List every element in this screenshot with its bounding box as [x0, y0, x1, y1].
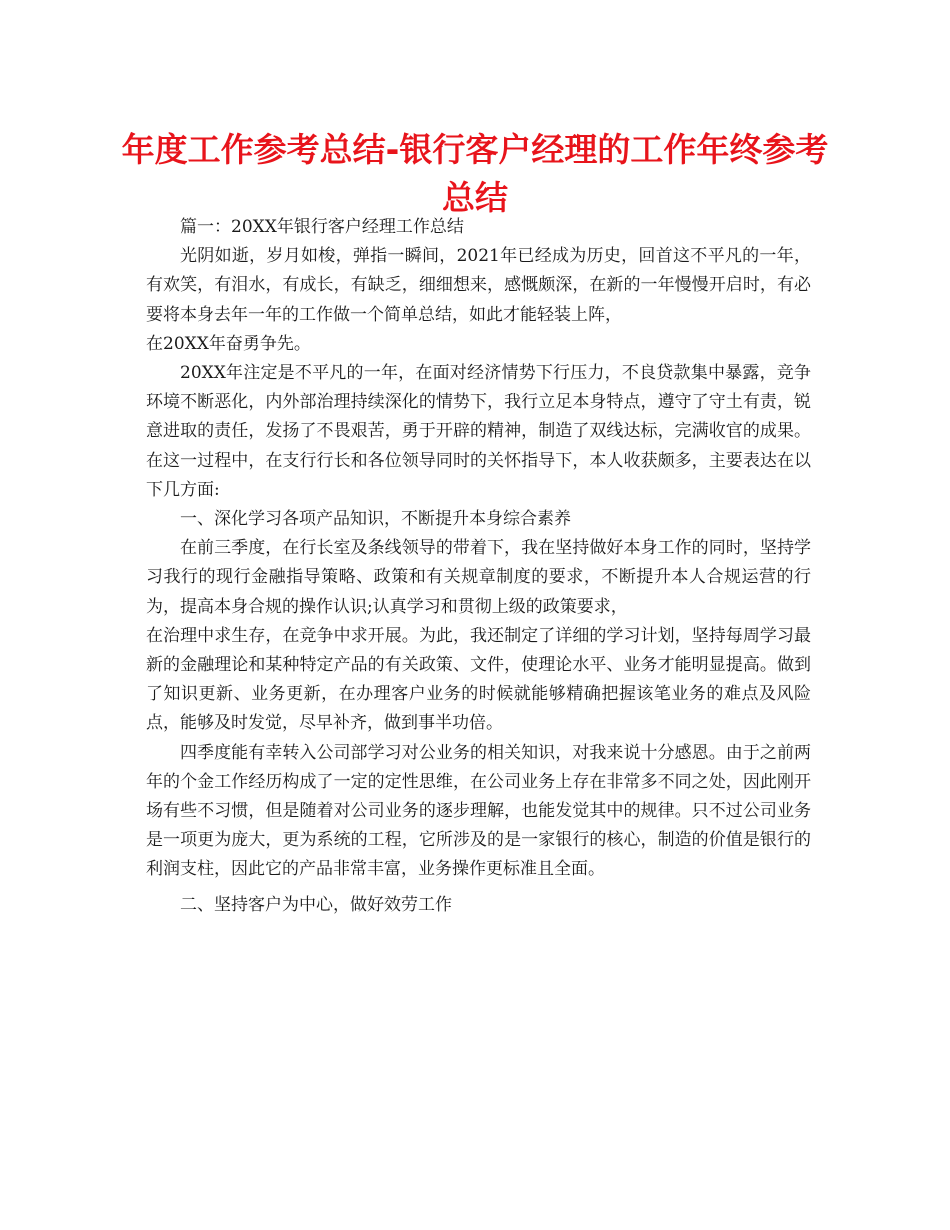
document-title: 年度工作参考总结-银行客户经理的工作年终参考总结: [121, 130, 829, 217]
document-body: [146, 213, 811, 920]
paragraph: 四季度能有幸转入公司部学习对公业务的相关知识，对我来说十分感恩。由于之前两年的个金工作经历构成了一定的定性思维，在公司业务上存在非常多不同之处，因此刚开场有些不习惯，但是随着对公司业务的逐步理解，也能发觉其中的规律。只不过公司业务是一项更为庞大，更为系统的工程，它所涉及的是一家银行的核心，制造的价值是银行的利润支柱，因此它的产品非常丰富，业务操作更标准且全面。: [146, 742, 811, 880]
paragraph: 20XX年注定是不平凡的一年，在面对经济情势下行压力，不良贷款集中暴露，竞争环境不断恶化，内外部治理持续深化的情势下，我行立足本身特点，遵守了守土有责，锐意进取的责任，发扬了不畏艰苦，勇于开辟的精神，制造了双线达标，完满收官的成果。在这一过程中，在支行行长和各位领导同时的关怀指导下，本人收获颇多，主要表达在以下几方面:: [146, 363, 811, 500]
section-heading: 二、坚持客户为中心，做好效劳工作: [180, 894, 452, 915]
paragraph: 光阴如逝，岁月如梭，弹指一瞬间，2021年已经成为历史，回首这不平凡的一年，有欢笑，有泪水，有成长，有缺乏，细细想来，感慨颇深，在新的一年慢慢开启时，有必要将本身去年一年的工作做一个简单总结，如此才能轻装上阵，: [146, 246, 811, 325]
section-label: 篇一：20XX年银行客户经理工作总结: [180, 217, 464, 237]
paragraph-continuation: 在20XX年奋勇争先。: [146, 333, 311, 354]
paragraph: 在前三季度，在行长室及条线领导的带着下，我在坚持做好本身工作的同时，坚持学习我行的现行金融指导策略、政策和有关规章制度的要求，不断提升本人合规运营的行为，提高本身合规的操作认识;认真学习和贯彻上级的政策要求，: [146, 538, 811, 617]
paragraph-continuation: 在治理中求生存，在竞争中求开展。为此，我还制定了详细的学习计划，坚持每周学习最新的金融理论和某种特定产品的有关政策、文件，使理论水平、业务才能明显提高。做到了知识更新、业务更新，在办理客户业务的时候就能够精确把握该笔业务的难点及风险点，能够及时发觉，尽早补齐，做到事半功倍。: [146, 625, 811, 734]
section-heading: 一、深化学习各项产品知识，不断提升本身综合素养: [180, 509, 571, 530]
